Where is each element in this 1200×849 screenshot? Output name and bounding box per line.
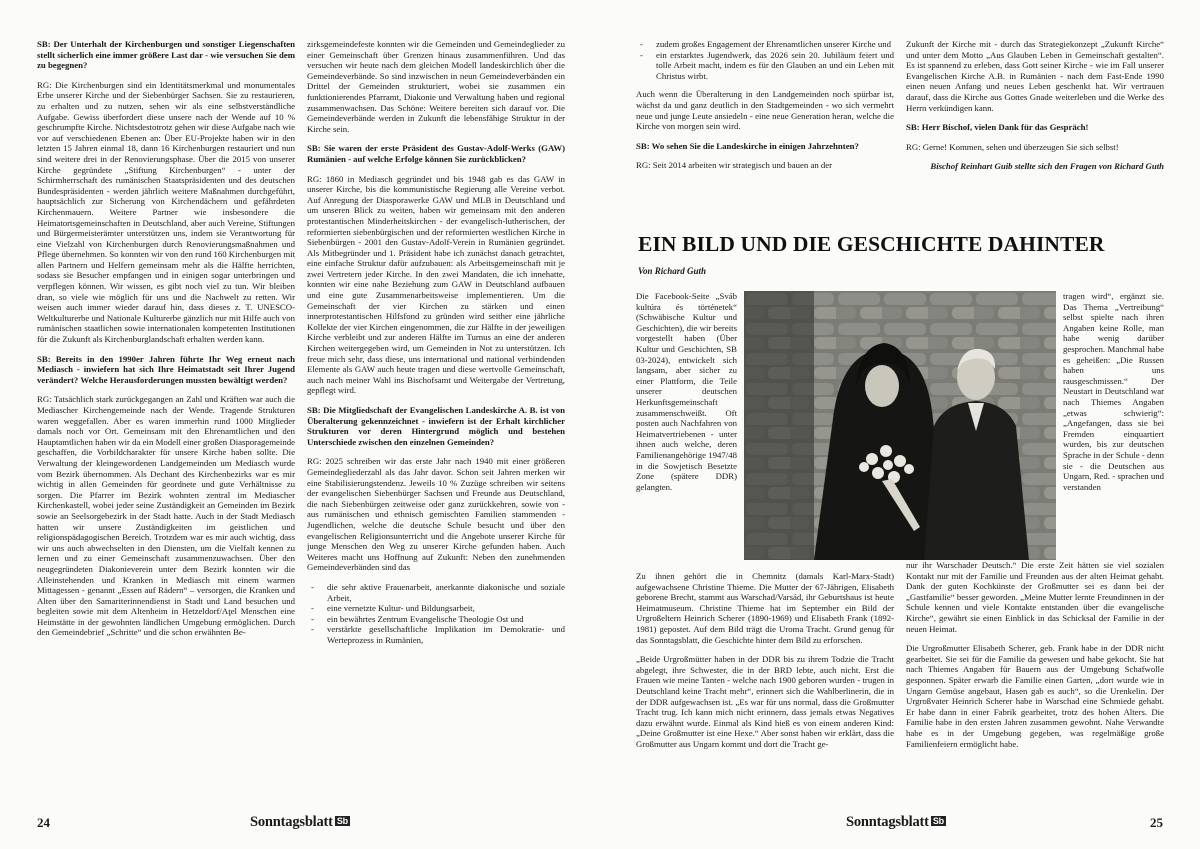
- interview-question: SB: Bereits in den 1990er Jahren führte Ihr Weg erneut nach Mediasch - inwiefern hat sich Ihre Heimatstadt seit Ihrer Jugend verändert? Welche Herausforderungen mussten bewältigt werden?: [37, 353, 295, 385]
- paragraph: Zukunft der Kirche mit - durch das Strategiekonzept „Zukunft Kirche“ und unter dem Motto „Aus Glauben Leben in Gemeinschaft gestalten“. Es ist spannend zu erleben, dass Gott seiner Kirche - wie im Fall unserer Evangelischen Kirche A.B. in Rumänien - nach dem Fast-Ende 1990 einen neuen Anfang und neues Leben geschenkt hat. Wir vertrauen darauf, dass die Kirche aus Gottes Gnade weiterleben und die Werke des Herrn verkündigen kann.: [906, 39, 1164, 113]
- bullet-list: [307, 582, 565, 646]
- page-number-right: 25: [1150, 815, 1163, 830]
- left-column-2: [307, 39, 565, 807]
- right-column-2-bottom: [906, 560, 1164, 807]
- paragraph: RG: Gerne! Kommen, sehen und überzeugen Sie sich selbst!: [906, 141, 1119, 152]
- bullet-item: - eine vernetzte Kultur- und Bildungsarbeit,: [307, 603, 565, 614]
- paragraph: RG: 2025 schreiben wir das erste Jahr nach 1940 mit einer größeren Gemeindegliederzahl als das Jahr davor. Schon seit Jahren merken wir eine Stabilisierungstendenz. Jeweils 10 % Zuzüge schreiben wir seitens der evangelischen Siebenbürger Sachsen und Freunde aus Deutschland, die nach Siebenbürgen zeitweise oder ganz zurückkehren, sowie von - aus rumänischen und ethnisch gemischten Familien stammenden - Jugendlichen, welche die deutsche Schule besucht und über den evangelischen Religionsunterricht und die Angebote unserer Kirche für junge Menschen den Weg zu unserer Kirche gefunden haben. Auch Weiteres macht uns Hoffnung auf Zukunft: Neben den zunehmenden Gemeindeverbänden sind das: [307, 456, 565, 573]
- paragraph: RG: Seit 2014 arbeiten wir strategisch und bauen an der: [636, 160, 833, 171]
- bullet-item: - zudem großes Engagement der Ehrenamtlichen unserer Kirche und: [636, 39, 894, 50]
- interview-question: SB: Die Mitgliedschaft der Evangelischen Landeskirche A. B. ist von Überalterung gekennzeichnet - inwiefern ist der Erhalt kirchlicher Strukturen vor deren Hintergrund möglich und bestehen Unterschiede zwischen den einzelnen Gemeinden?: [307, 405, 565, 447]
- page-right: [600, 0, 1200, 849]
- interview-question: SB: Der Unterhalt der Kirchenburgen und sonstiger Liegenschaften stellt sicherlich eine immer größere Last dar - wie versuchen Sie dem zu begegnen?: [37, 39, 295, 71]
- paragraph: zirksgemeindefeste konnten wir die Gemeinden und Gemeindeglieder zu einer Gemeinschaft über Grenzen hinaus zusammenführen. Und das versuchen wir heute nach dem gleichen Modell landeskirchlich über die Gemeindeverbände. So sind inzwischen in neun Gemeindeverbänden ein Drittel der Gemeinden strukturiert, wobei sie zusammen ein funktionierendes Pfarramt, Diakonie und Verwaltung haben und regional zusammenwachsen. Das Schöne: Weitere bereiten sich darauf vor. Die Gemeindeverbände werden in Zukunft die lebensfähige Struktur in der Kirche sein.: [307, 39, 565, 134]
- interview-question: SB: Herr Bischof, vielen Dank für das Gespräch!: [906, 122, 1089, 133]
- paragraph: Auch wenn die Überalterung in den Landgemeinden noch spürbar ist, wächst da und ganz deutlich in den Stadtgemeinden - wo sich vermehrt neue und junge Leute ansiedeln - eine neue Generation heran, welche die Kirche von morgen sein wird.: [636, 89, 894, 132]
- right-column-1-top: [636, 39, 894, 217]
- paragraph: Die Urgroßmutter Elisabeth Scherer, geb. Frank habe in der DDR nicht gearbeitet. Sie sei für die Familie da gewesen und habe gekocht. Sie hat nach Thiemes Angaben für Bauern aus der Umgebung Schafwolle gesponnen. Später erwarb die Familie einen Garten, „dort wurde wie in Ungarn Gemüse angebaut, Hasen gab es auch“, so die Urenkelin. Der Urgroßvater Heinrich Scherer habe in Warschad eine Schmiede gehabt. Er habe dann in einer Fabrik gearbeitet, trotz des hohen Alters. Die Familie habe in den ersten Jahren zusammen gewohnt. Nahe Verwandte habe es in der Umgebung gegeben, was regelmäßige große Familienfeiern ermöglicht habe.: [906, 643, 1164, 749]
- brand-mark: Sb: [932, 816, 944, 826]
- photo-illustration: [744, 291, 1056, 560]
- paragraph: Zu ihnen gehört die in Chemnitz (damals Karl-Marx-Stadt) aufgewachsene Christine Thieme. Die Mutter der 67-Jährigen, Elisabeth geborene Brecht, stammt aus Warschad/Varsád, ihr Geburtshaus ist heute Heimatmuseum. Christine Thieme hat im September ein Bild der Urgroßeltern Heinrich Scherer (1890-1969) und Elisabeth Frank (1892-1981) gepostet. Auf dem Bild trägt die Uroma Tracht. Grund genug für das Sonntagsblatt, die Geschichte hinter dem Bild zu erforschen.: [636, 571, 894, 645]
- wrap-text-left: [636, 291, 737, 560]
- brand-name: Sonntagsblatt: [846, 814, 929, 830]
- right-column-2-top: [906, 39, 1164, 217]
- interview-question: SB: Wo sehen Sie die Landeskirche in einigen Jahrzehnten?: [636, 140, 859, 151]
- bullet-item: - ein bewährtes Zentrum Evangelische Theologie Ost und: [307, 614, 565, 625]
- article-headline: EIN BILD UND DIE GESCHICHTE DAHINTER: [638, 232, 1105, 256]
- interview-question: SB: Sie waren der erste Präsident des Gustav-Adolf-Werks (GAW) Rumänien - auf welche Erfolge können Sie zurückblicken?: [307, 143, 565, 164]
- brand-logo-left: [250, 814, 350, 831]
- page-number-left: 24: [37, 815, 50, 830]
- paragraph: RG: Die Kirchenburgen sind ein Identitätsmerkmal und monumentales Erbe unserer Kirche und der Siebenbürger Sachsen. Sie zu restaurieren, zu erhalten und zu nutzen, sehen wir als eine selbstverständliche Aufgabe. Gewiss überfordert diese unsere nach der Wende auf 10 % geschrumpfte Kirche. Nichtsdestotrotz gehen wir diese Aufgabe nach wie vor auf verschiedenen Ebenen an: Über EU-Projekte haben wir in den letzten 15 Jahren einmal 18, dann 16 Kirchenburgen restauriert und nun sind weitere drei in der Renovierungsphase. Über die 2015 von unserer Kirche gegründete „Stiftung Kirchenburgen“ - unter der Schirmherrschaft des rumänischen Staatspräsidenten und des deutschen Bundespräsidenten - werden jährlich weitere Maßnahmen durchgeführt, hauptsächlich zur Sicherung von Kirchendächern und gefährdeten Kirchenmauern. Weitere Partner wie insbesondere die Heimatortsgemeinschaften in Deutschland, aber auch Vereine, Stiftungen und Bürgermeisterämter unterstützen uns, indem sie Verantwortung für eine Vielzahl von Kirchenburgen durch Renovierungsmaßnahmen und Pflege übernehmen. So konnten wir von den rund 160 Kirchenburgen mit allen Partnern und Helfern gemeinsam mehr als die Hälfte herrichten, sodass sie Besucher empfangen und in einigen sogar unterbringen und verpflegen können. Wir wissen, es gibt noch viel zu tun. Wir bleiben dran, so viele wie möglich für uns und die Nachwelt zu retten. Wir weisen auch immer wieder darauf hin, dass dieses z. T. UNESCO-Weltkulturerbe und Nationale Kulturerbe gänzlich nur mit Hilfe auch von rumänischen staatlichen sowie internationalen kompetenten Institutionen für die Zukunft als Kirchenburglandschaft erhalten werden kann.: [37, 79, 295, 345]
- wrap-right-paragraph: tragen wird“, ergänzt sie. Das Thema „Vertreibung“ selbst spielte nach ihren Angaben keine Rolle, man habe wenig darüber gesprochen. Manchmal habe es geheißen: „Die Russen haben uns rausgeschmissen.“ Der Neustart in Deutschland war nach Thiemes Angaben „etwas schwierig“: „Angefangen, dass sie bei Fremden einquartiert wurden, bis zur deutschen Sprache in der Schule - denn sie - die Deutschen aus Ungarn, Red. - sprachen und verstanden: [1063, 291, 1164, 492]
- bullet-item: - ein erstarktes Jugendwerk, das 2026 sein 20. Jubiläum feiert und tolle Arbeit macht, indem es für den Glauben an und ein Leben mit Christus wirbt.: [636, 50, 894, 82]
- brand-logo-right: [846, 814, 946, 831]
- paragraph: RG: Tatsächlich stark zurückgegangen an Zahl und Kräften war auch die Mediascher Kirchengemeinde nach der Wende. Tragende Strukturen waren weggefallen. Aber es waren immerhin rund 1000 Mitglieder damals noch vor Ort. Gemeinsam mit den Ehrenamtlichen und den Hauptamtlichen haben wir da ein Modell einer großen Diasporagemeinde geschaffen, die Vorbildcharakter für unsere Kirche haben sollte. Die Verwaltung der kleingewordenen Landgemeinden um Mediasch wurde vom Bezirk übernommen. Als Dechant des Kirchenbezirks war es mir wichtig in allen Gemeinden für geordnete und gute Verhältnisse zu sorgen. Die Pfarrer im Bezirk wohnten zentral im Mediascher Kirchenkastell, wobei jeder seine Zuständigkeit an Gemeinden im Bezirk sowie an Seelsorgebezirk in der Stadt hatte. Auch in der Stadt Mediasch hatten wir unsere Zuständigkeiten im geistlichen und religionspädagogischen Bereich. Trotzdem war es mir auch wichtig, dass wir uns auch abwechselten in den Diensten, um die Vielfalt kennen zu lernen und zu einer Gemeinschaft zusammenzuwachsen. Über den neugegründeten Diakonieverein unter dem Bezirk konnten wir die Alleinstehenden und Kranken in Mediasch mit einem warmen Mittagessen - genannt „Essen auf Rädern“ – versorgen, die Kranken und Alten über den Samariterinnendienst in Stadt und Land besuchen und begleiten sowie mit dem Altenheim in Hetzeldorf/Aţel Menschen eine Heimstätte in der gewohnten ländlichen Umgebung ermöglichen. Durch den Gemeindebrief „Schritte“ und die schon erwähnten Be-: [37, 394, 295, 638]
- historic-couple-photo: [744, 291, 1056, 560]
- article-byline: Von Richard Guth: [638, 266, 707, 276]
- paragraph: RG: 1860 in Mediasch gegründet und bis 1948 gab es das GAW in unserer Kirche, bis die kommunistische Regierung alle Vereine verbot. Auf Anregung der Diasporawerke GAW und MLB in Deutschland und um unseren Blick zu weiten, haben wir gemeinsam mit den anderen protestantischen Minderheitskirchen - der evangelisch-lutherischen, der reformierten siebenbürgischen und der reformierten westlichen Kirche in Siebenbürgen - 2001 den Gustav-Adolf-Verein in Rumänien gegründet. Als Mitbegründer und 1. Präsident habe ich zunächst danach getrachtet, eine einfache Struktur dafür aufzubauen: als Arbeitsgemeinschaft mit je zwei Vertretern jeder Kirche. In den zwei Mandaten, die ich innehatte, konnten wir eine nahe Beziehung zum GAW in Deutschland aufbauen und eine gute Zusammenarbeitsweise implementieren. Um die Gemeinschaft der vier Kirchen zu stärken und einen innerprotestantischen Hilfsfond zu gründen wird seither eine jährliche Kollekte der vier Kirchen eingenommen, die zur Hälfte in der jeweiligen Kirche verbleibt und zur anderen Hälfte im Turnus an eine der anderen Kirchen weitergegeben wird, um Gemeinden in Not zu unterstützen. Ich freue mich sehr, dass diese, uns international und national verbindenden Elemente als GAW auch heute tragen und diese wertvolle Gemeinschaft, auch nach meiner Wahl ins Bischofsamt und Weitergabe der Vertretung, gepflegt wird.: [307, 173, 565, 396]
- brand-mark: Sb: [336, 816, 348, 826]
- right-column-1-bottom: [636, 571, 894, 807]
- brand-name: Sonntagsblatt: [250, 814, 333, 830]
- left-column-1: [37, 39, 295, 807]
- bullet-item: - verstärkte gesellschaftliche Implikation im Demokratie- und Werteprozess in Rumänien,: [307, 624, 565, 645]
- paragraph: nur ihr Warschader Deutsch.“ Die erste Zeit hätten sie viel sozialen Kontakt nur mit der Familie und Freunden aus der alten Heimat gehabt. Dank der guten Kochkünste der Großmutter sei es dann bei der „Gastfamilie“ besser geworden. „Meine Mutter lernte Freundinnen in der Schule kennen und viele Kontakte entstanden über die evangelische Kirche“, gewährt sie einen Einblick in das Schicksal der Familie in der neuen Heimat.: [906, 560, 1164, 634]
- paragraph: „Beide Urgroßmütter haben in der DDR bis zu ihrem Todzie die Tracht abgelegt, ihre Schwester, die in der BRD lebte, auch nicht. Erst die Frauen wie meine Tanten - welche nach 1900 geboren wurden - trugen in Deutschland keine Tracht mehr“, erinnert sich die Wahlberlinerin, die in der DDR aufgewachsen ist. „Es war für uns normal, dass die Großmutter Tracht trug. Ich kann mich nicht erinnern, dass jemals etwas Negatives dazu erwähnt wurde. Einmal als Kind hieß es von einem anderen Kind: „Deine Großmutter ist eine Hexe.“ Aber sonst haben wir erklärt, dass die Großmutter aus Ungarn kommt und dort die Tracht ge-: [636, 654, 894, 749]
- signature-line: Bischof Reinhart Guib stellte sich den Fragen von Richard Guth: [930, 161, 1164, 172]
- wrap-text-right: [1063, 291, 1164, 560]
- wrap-left-paragraph: Die Facebook-Seite „Sváb kultúra és történetek“ (Schwäbische Kultur und Geschichten), die wir bereits vorgestellt haben (Über Kultur und Geschichten, SB 03-2024), entwickelt sich langsam, aber sicher zu einer Plattform, die Teile unserer deutschen Herkunftsgemeinschaft zusammenschweißt. Oft posten auch Nachfahren von Heimatvertriebenen - unter ihnen auch welche, deren Familienangehörige 1947/48 in die Sowjetisch Besetzte Zone (spätere DDR) gelangten.: [636, 291, 737, 492]
- bullet-list: [636, 39, 894, 81]
- bullet-item: - die sehr aktive Frauenarbeit, anerkannte diakonische und soziale Arbeit,: [307, 582, 565, 603]
